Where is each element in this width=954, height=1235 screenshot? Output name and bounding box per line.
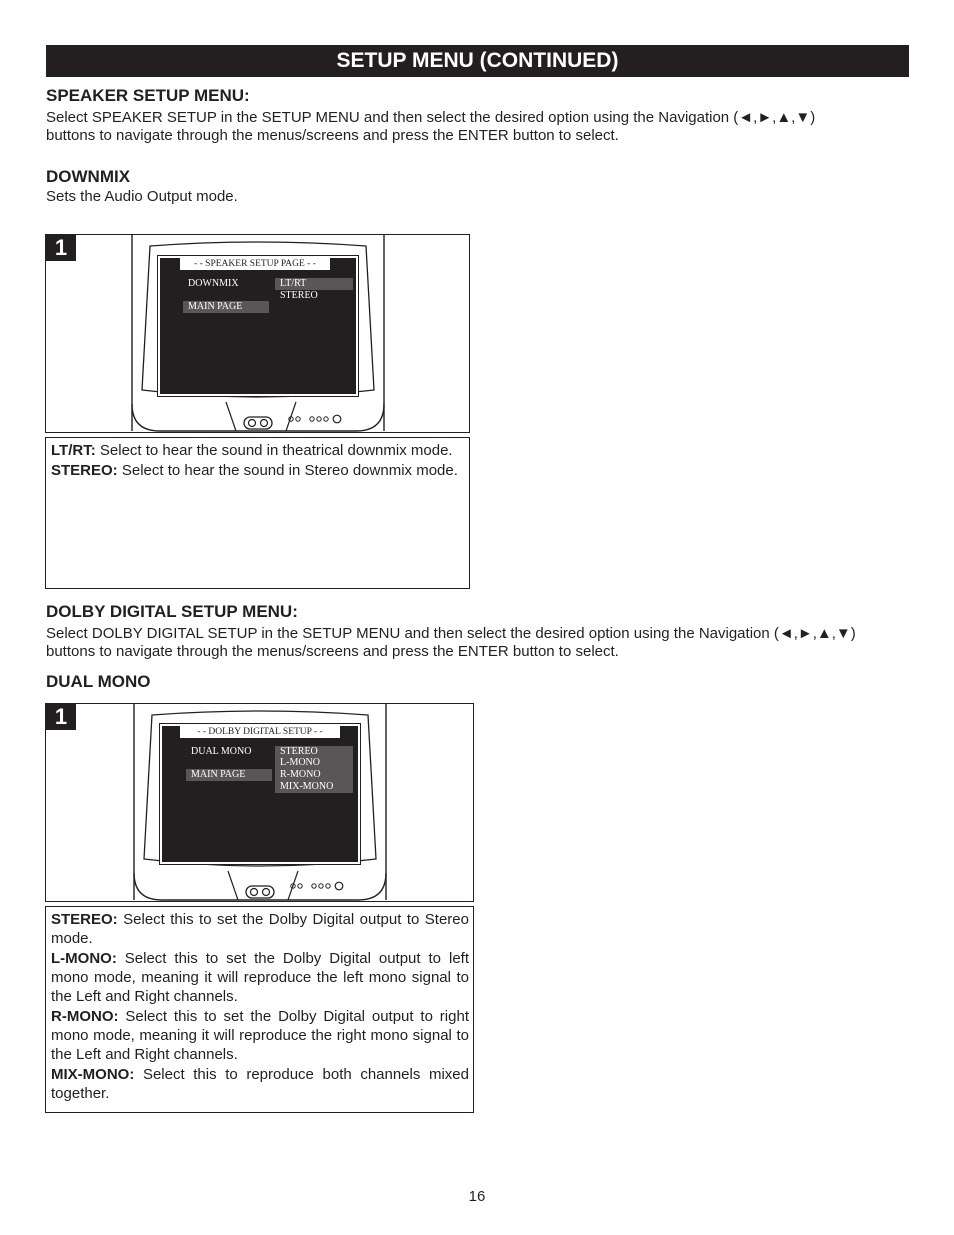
definition: Select this to reproduce both channels mixed together. [51, 1066, 469, 1102]
osd-title: - - DOLBY DIGITAL SETUP - - [180, 726, 340, 738]
dual-mono-heading: DUAL MONO [46, 672, 151, 691]
osd-menu-item-main-page[interactable]: MAIN PAGE [186, 769, 272, 781]
osd-screen [160, 724, 360, 864]
osd-option-l-mono[interactable]: L-MONO [275, 757, 353, 769]
speaker-setup-text-line-2: buttons to navigate through the menus/screens and press the ENTER button to select. [46, 127, 619, 144]
dolby-setup-text-line-2: buttons to navigate through the menus/screens and press the ENTER button to select. [46, 643, 619, 660]
term: R-MONO: [51, 1008, 119, 1025]
speaker-setup-heading: SPEAKER SETUP MENU: [46, 86, 250, 105]
downmix-heading: DOWNMIX [46, 167, 131, 186]
osd-option-lt-rt[interactable]: LT/RT [275, 278, 353, 290]
osd-screen [158, 256, 358, 396]
page-number: 16 [468, 1188, 486, 1205]
term: STEREO: [51, 911, 118, 928]
desc-r-mono [51, 1007, 469, 1064]
figure-number: 1 [46, 235, 76, 261]
osd-menu-item-downmix[interactable]: DOWNMIX [188, 278, 239, 289]
downmix-figure [45, 234, 470, 433]
term: L-MONO: [51, 950, 117, 967]
desc-l-mono [51, 949, 469, 1006]
desc-stereo [51, 461, 465, 480]
definition: Select this to set the Dolby Digital output to left mono mode, meaning it will reproduce the left mono signal to the Left and Right channels. [51, 950, 469, 1005]
osd-title: - - SPEAKER SETUP PAGE - - [180, 258, 330, 270]
definition: Select this to set the Dolby Digital output to right mono mode, meaning it will reproduce the right mono signal to the Left and Right channels. [51, 1008, 469, 1063]
term: MIX-MONO: [51, 1066, 135, 1083]
downmix-text: Sets the Audio Output mode. [46, 188, 238, 205]
definition: Select to hear the sound in Stereo downmix mode. [117, 462, 458, 479]
osd-menu-item-main-page[interactable]: MAIN PAGE [183, 301, 269, 313]
term: STEREO: [51, 462, 118, 479]
desc-mix-mono [51, 1065, 469, 1103]
dual-mono-options-description [45, 906, 474, 1113]
term: LT/RT: [51, 442, 96, 459]
definition: Select this to set the Dolby Digital output to Stereo mode. [51, 911, 469, 947]
desc-lt-rt [51, 441, 465, 460]
dolby-setup-text-line-1: Select DOLBY DIGITAL SETUP in the SETUP MENU and then select the desired option using the Navigation (◄,►,▲,▼) [46, 625, 856, 642]
downmix-options-description [45, 437, 470, 589]
speaker-setup-text-line-1: Select SPEAKER SETUP in the SETUP MENU and then select the desired option using the Navigation (◄,►,▲,▼) [46, 109, 816, 126]
osd-menu-item-dual-mono[interactable]: DUAL MONO [191, 746, 252, 757]
dual-mono-figure [45, 703, 474, 902]
desc-stereo [51, 910, 469, 948]
definition: Select to hear the sound in theatrical downmix mode. [95, 442, 453, 459]
page-banner: SETUP MENU (CONTINUED) [46, 45, 909, 77]
osd-option-mix-mono[interactable]: MIX-MONO [275, 781, 353, 793]
osd-option-r-mono[interactable]: R-MONO [275, 769, 353, 781]
osd-option-stereo[interactable]: STEREO [280, 290, 318, 301]
figure-number: 1 [46, 704, 76, 730]
dolby-setup-heading: DOLBY DIGITAL SETUP MENU: [46, 602, 298, 621]
osd-option-stereo[interactable]: STEREO [275, 746, 353, 758]
